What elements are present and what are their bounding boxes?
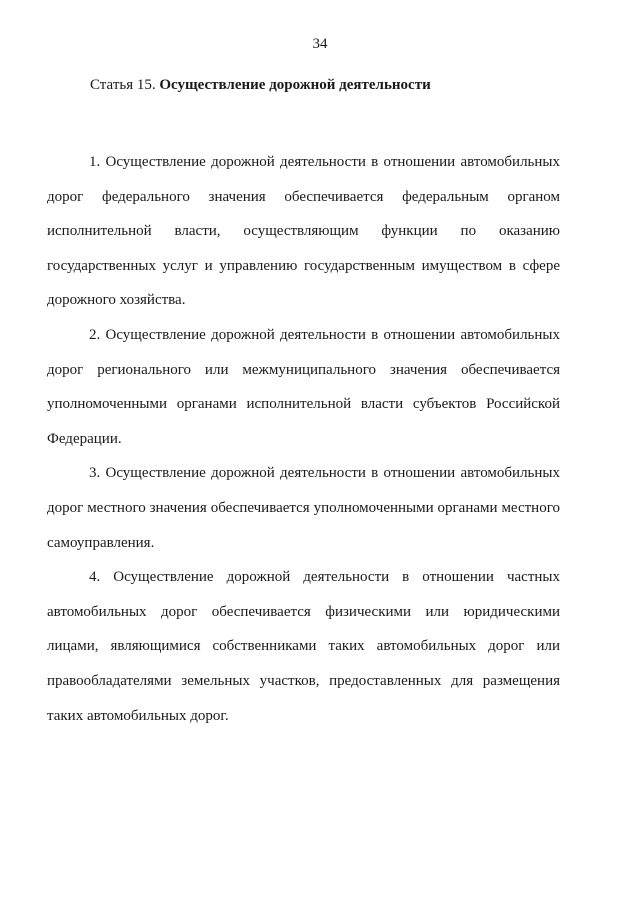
article-heading xyxy=(90,77,431,94)
paragraph-1: 1. Осуществление дорожной деятельности в отношении автомобильных дорог федерального значения обеспечивается федеральным органом исполнительной власти, осуществляющим функции по оказанию государственных услуг и управлению государственным имуществом в сфере дорожного хозяйства. xyxy=(47,154,560,309)
paragraph-3: 3. Осуществление дорожной деятельности в отношении автомобильных дорог местного значения обеспечивается уполномоченными органами местного самоуправления. xyxy=(47,465,560,551)
paragraph-2: 2. Осуществление дорожной деятельности в отношении автомобильных дорог регионального или межмуниципального значения обеспечивается уполномоченными органами исполнительной власти субъектов Российской Федерации. xyxy=(47,326,560,447)
article-body xyxy=(47,145,560,733)
paragraph-4: 4. Осуществление дорожной деятельности в отношении частных автомобильных дорог обеспечивается физическими или юридическими лицами, являющимися собственниками таких автомобильных дорог или правообладателями земельных участков, предоставленных для размещения таких автомобильных дорог. xyxy=(47,569,560,724)
page-number: 34 xyxy=(312,36,328,52)
article-title: Осуществление дорожной деятельности xyxy=(159,77,431,93)
article-label: Статья 15. xyxy=(90,77,156,93)
